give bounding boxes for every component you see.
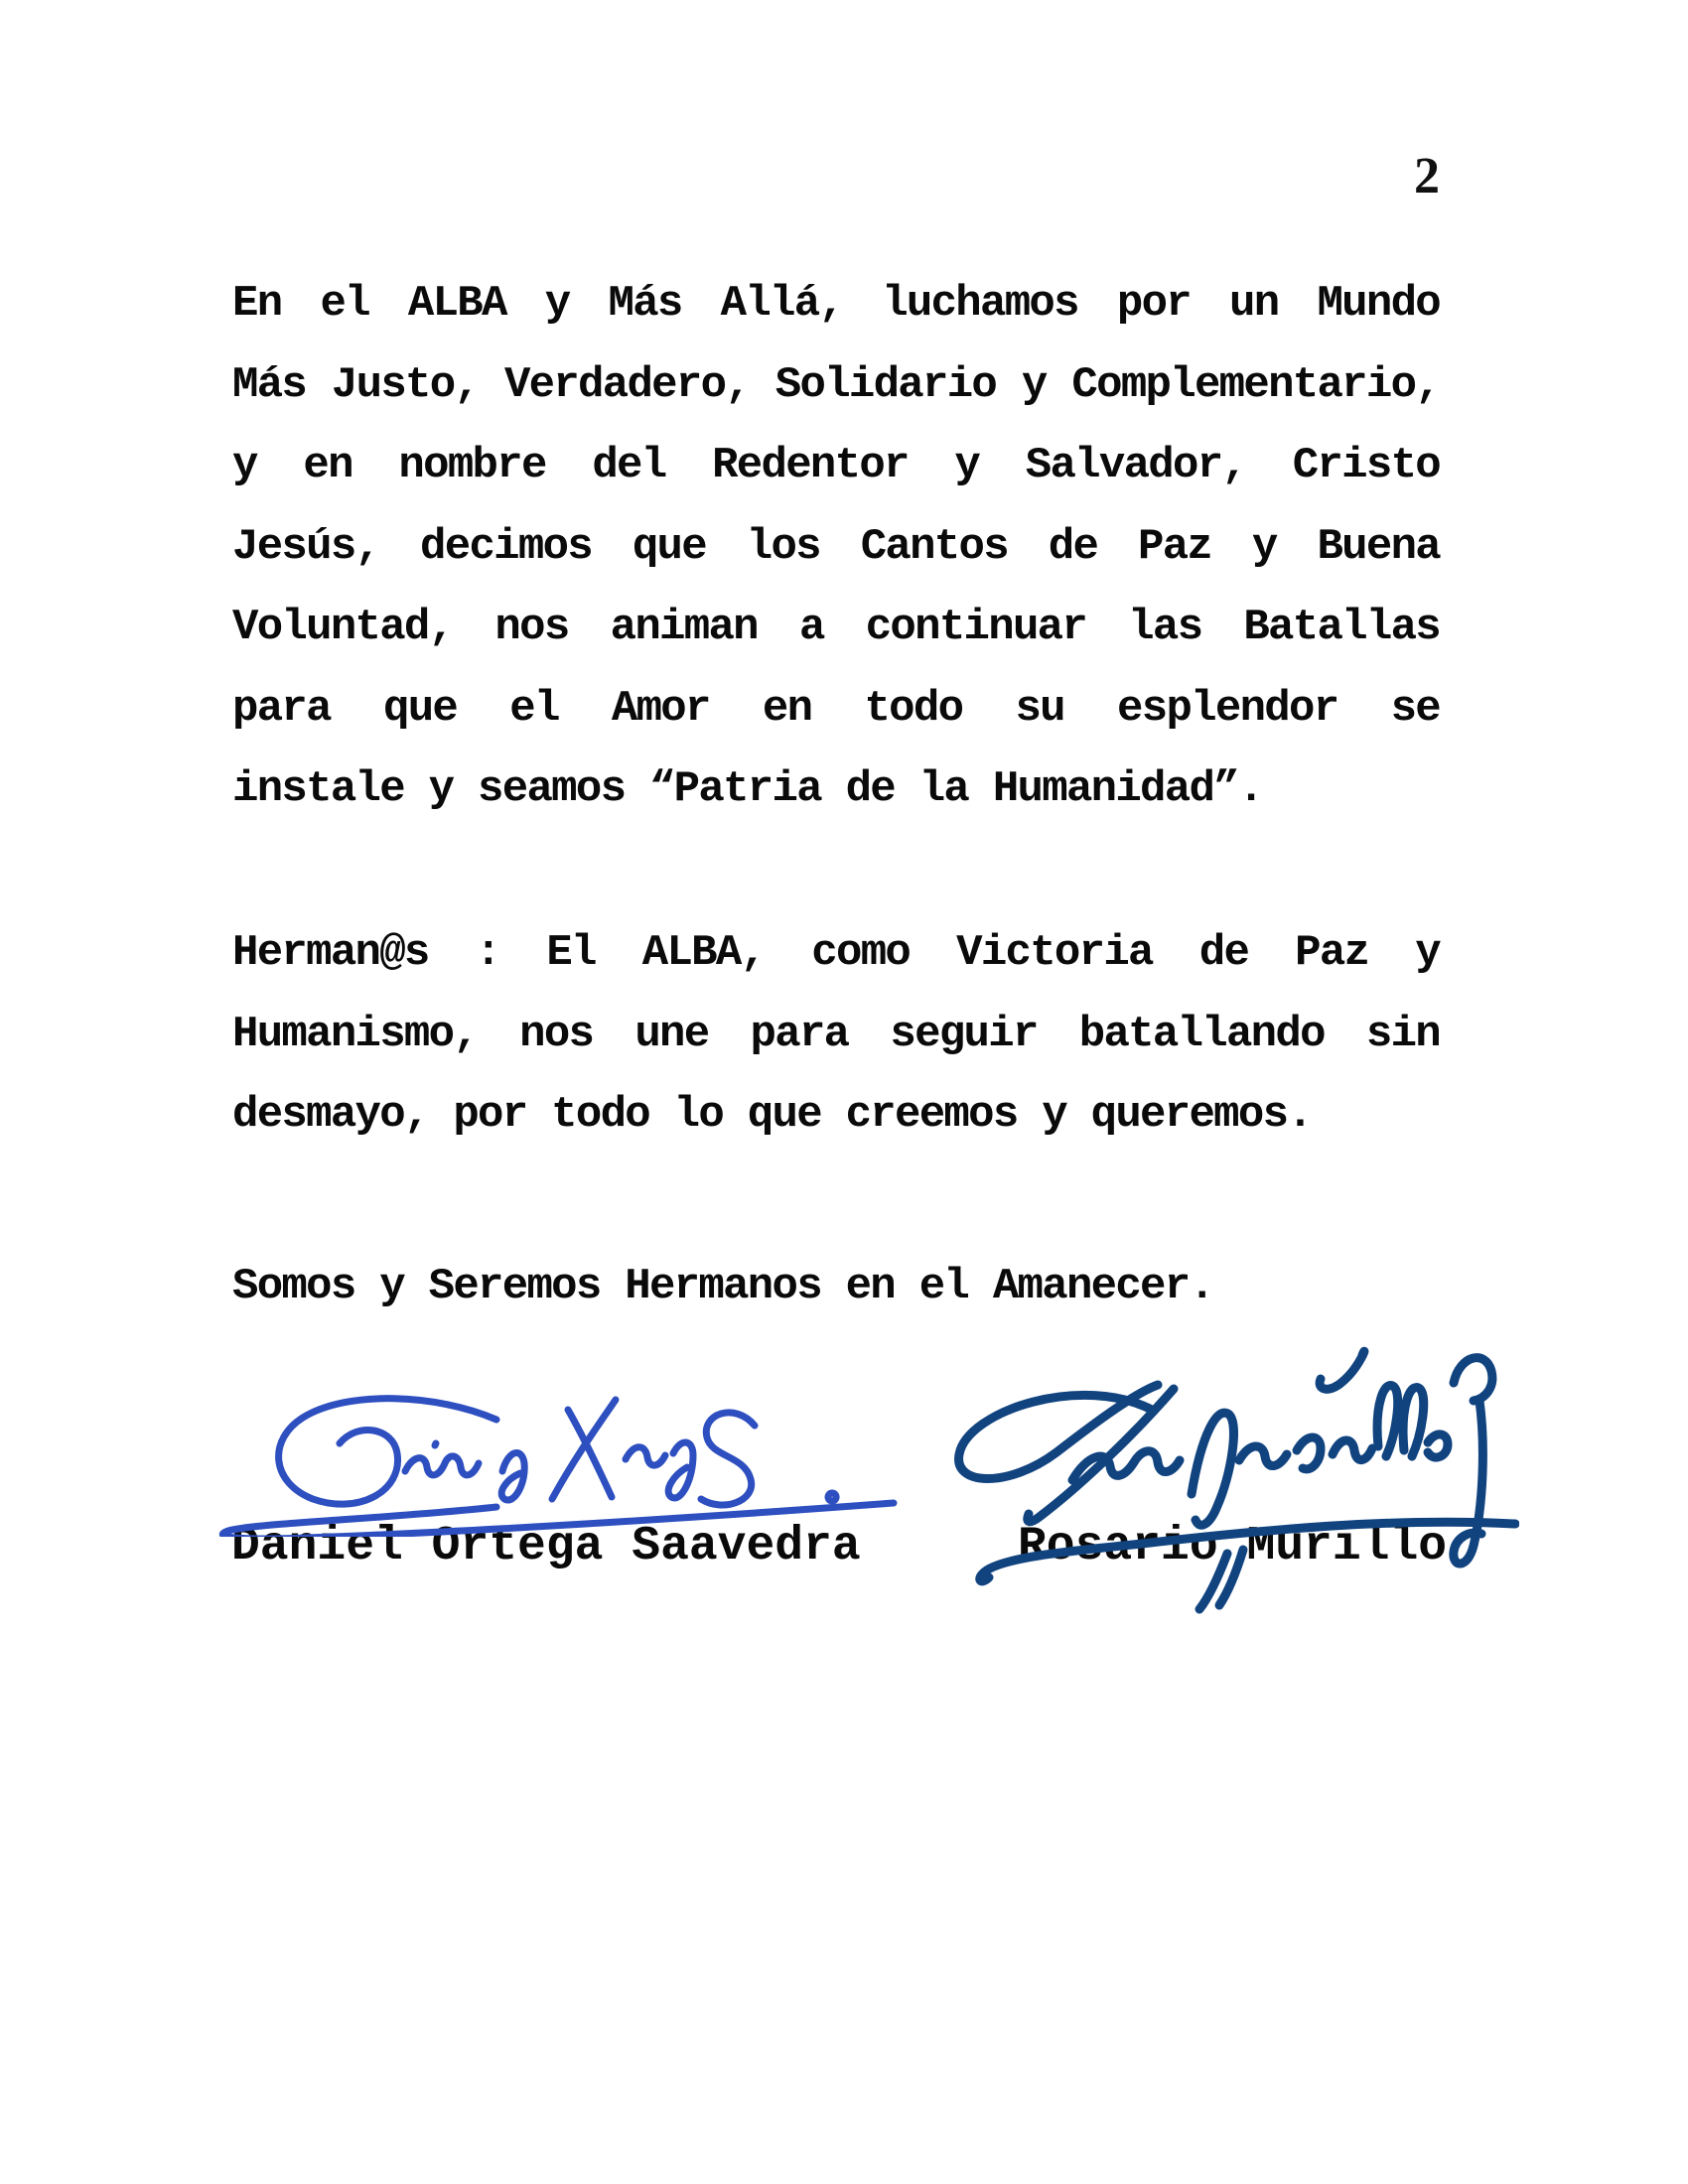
text-line: Voluntad, nos animan a continuar las Batallas xyxy=(232,603,1440,652)
text-line: Herman@s : El ALBA, como Victoria de Paz y xyxy=(232,928,1440,978)
signature-daniel-ortega-saavedra xyxy=(199,1388,904,1537)
paragraph-2 xyxy=(232,913,1440,1157)
signature-ink-stroke xyxy=(222,1399,894,1537)
text-line: instale y seamos “Patria de la Humanidad”. xyxy=(232,764,1263,814)
signature-ink-stroke xyxy=(959,1351,1515,1609)
text-line: para que el Amor en todo su esplendor se xyxy=(232,683,1440,734)
text-line: Somos y Seremos Hermanos en el Amanecer. xyxy=(232,1262,1214,1311)
text-line: desmayo, por todo lo que creemos y queremos. xyxy=(232,1090,1312,1140)
page-number: 2 xyxy=(1414,148,1440,205)
signer-name-rosario-murillo: Rosario Murillo xyxy=(1018,1520,1448,1573)
text-line: Jesús, decimos que los Cantos de Paz y Buena xyxy=(232,521,1440,572)
text-line: En el ALBA y Más Allá, luchamos por un Mundo xyxy=(232,279,1440,329)
signer-name-daniel-ortega: Daniel Ortega Saavedra xyxy=(231,1520,861,1573)
text-line: Más Justo, Verdadero, Solidario y Complementario, xyxy=(232,359,1440,410)
signature-rosario-murillo xyxy=(923,1286,1519,1618)
paragraph-1 xyxy=(232,264,1440,831)
text-line: Humanismo, nos une para seguir batallando sin xyxy=(232,1009,1440,1059)
text-line: y en nombre del Redentor y Salvador, Cristo xyxy=(232,441,1440,490)
